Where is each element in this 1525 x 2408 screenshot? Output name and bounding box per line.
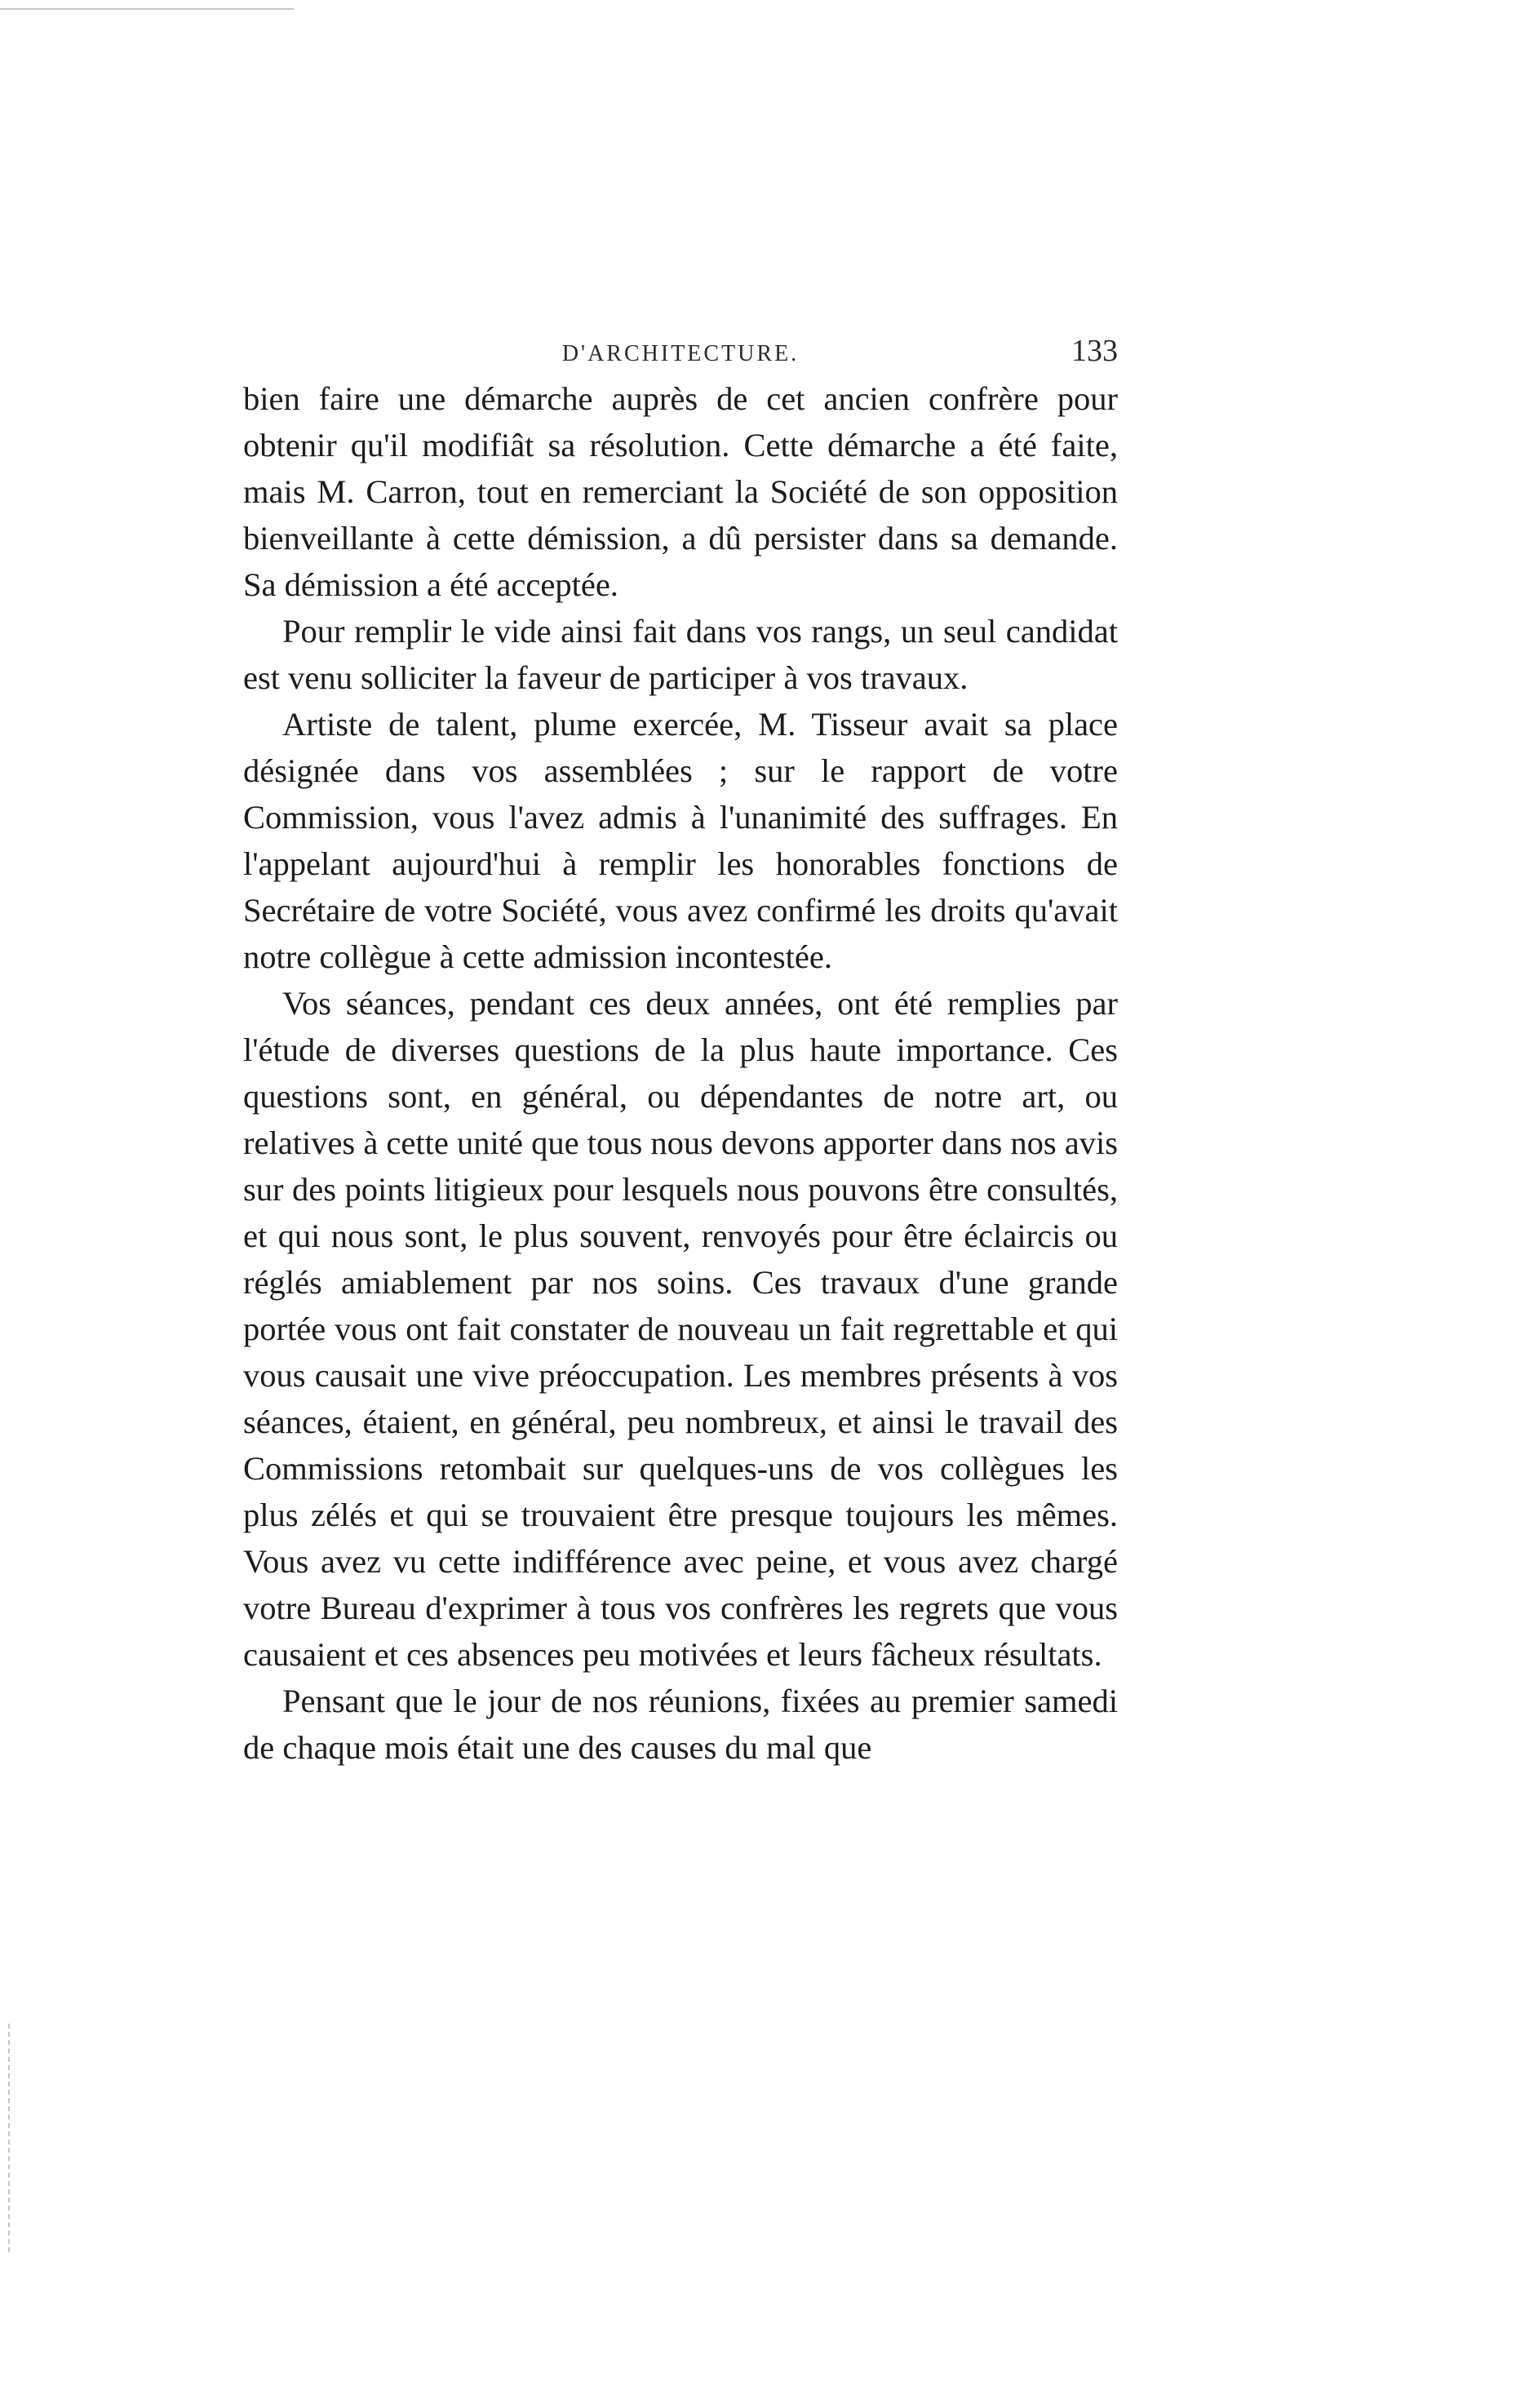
page-number: 133 [1071,334,1118,368]
body-text [243,375,1118,1771]
running-title: D'ARCHITECTURE. [561,341,800,366]
paragraph: Vos séances, pendant ces deux années, ont été remplies par l'étude de diverses questions de la plus haute importance. Ces questions sont, en général, ou dépendantes de notre art, ou relatives à cette unité que tous nous devons apporter dans nos avis sur des points litigieux pour lesquels nous pouvons être consultés, et qui nous sont, le plus souvent, renvoyés pour être éclaircis ou réglés amiablement par nos soins. Ces travaux d'une grande portée vous ont fait constater de nouveau un fait regrettable et qui vous causait une vive préoccupation. Les membres présents à vos séances, étaient, en général, peu nombreux, et ainsi le travail des Commissions retombait sur quelques-uns de vos collègues les plus zélés et qui se trouvaient être presque toujours les mêmes. Vous avez vu cette indifférence avec peine, et vous avez chargé votre Bureau d'exprimer à tous vos confrères les regrets que vous causaient et ces absences peu motivées et leurs fâcheux résultats. [243,985,1118,1673]
scan-margin-mark [8,2024,10,2252]
book-page [243,326,1118,1771]
paragraph-continuation: bien faire une démarche auprès de cet ancien confrère pour obtenir qu'il modifiât sa résolution. Cette démarche a été faite, mais M. Carron, tout en remerciant la Société de son opposition bienveillante à cette démission, a dû persister dans sa demande. Sa démission a été acceptée. [243,380,1118,603]
running-header [243,326,1118,375]
paragraph: Pensant que le jour de nos réunions, fixées au premier samedi de chaque mois était une des causes du mal que [243,1683,1118,1766]
scan-edge-mark [0,8,294,10]
paragraph: Artiste de talent, plume exercée, M. Tisseur avait sa place désignée dans vos assemblées ; sur le rapport de votre Commission, vous l'avez admis à l'unanimité des suffrages. En l'appelant aujourd'hui à remplir les honorables fonctions de Secrétaire de votre Société, vous avez confirmé les droits qu'avait notre collègue à cette admission incontestée. [243,706,1118,975]
paragraph: Pour remplir le vide ainsi fait dans vos rangs, un seul candidat est venu solliciter la faveur de participer à vos travaux. [243,613,1118,696]
